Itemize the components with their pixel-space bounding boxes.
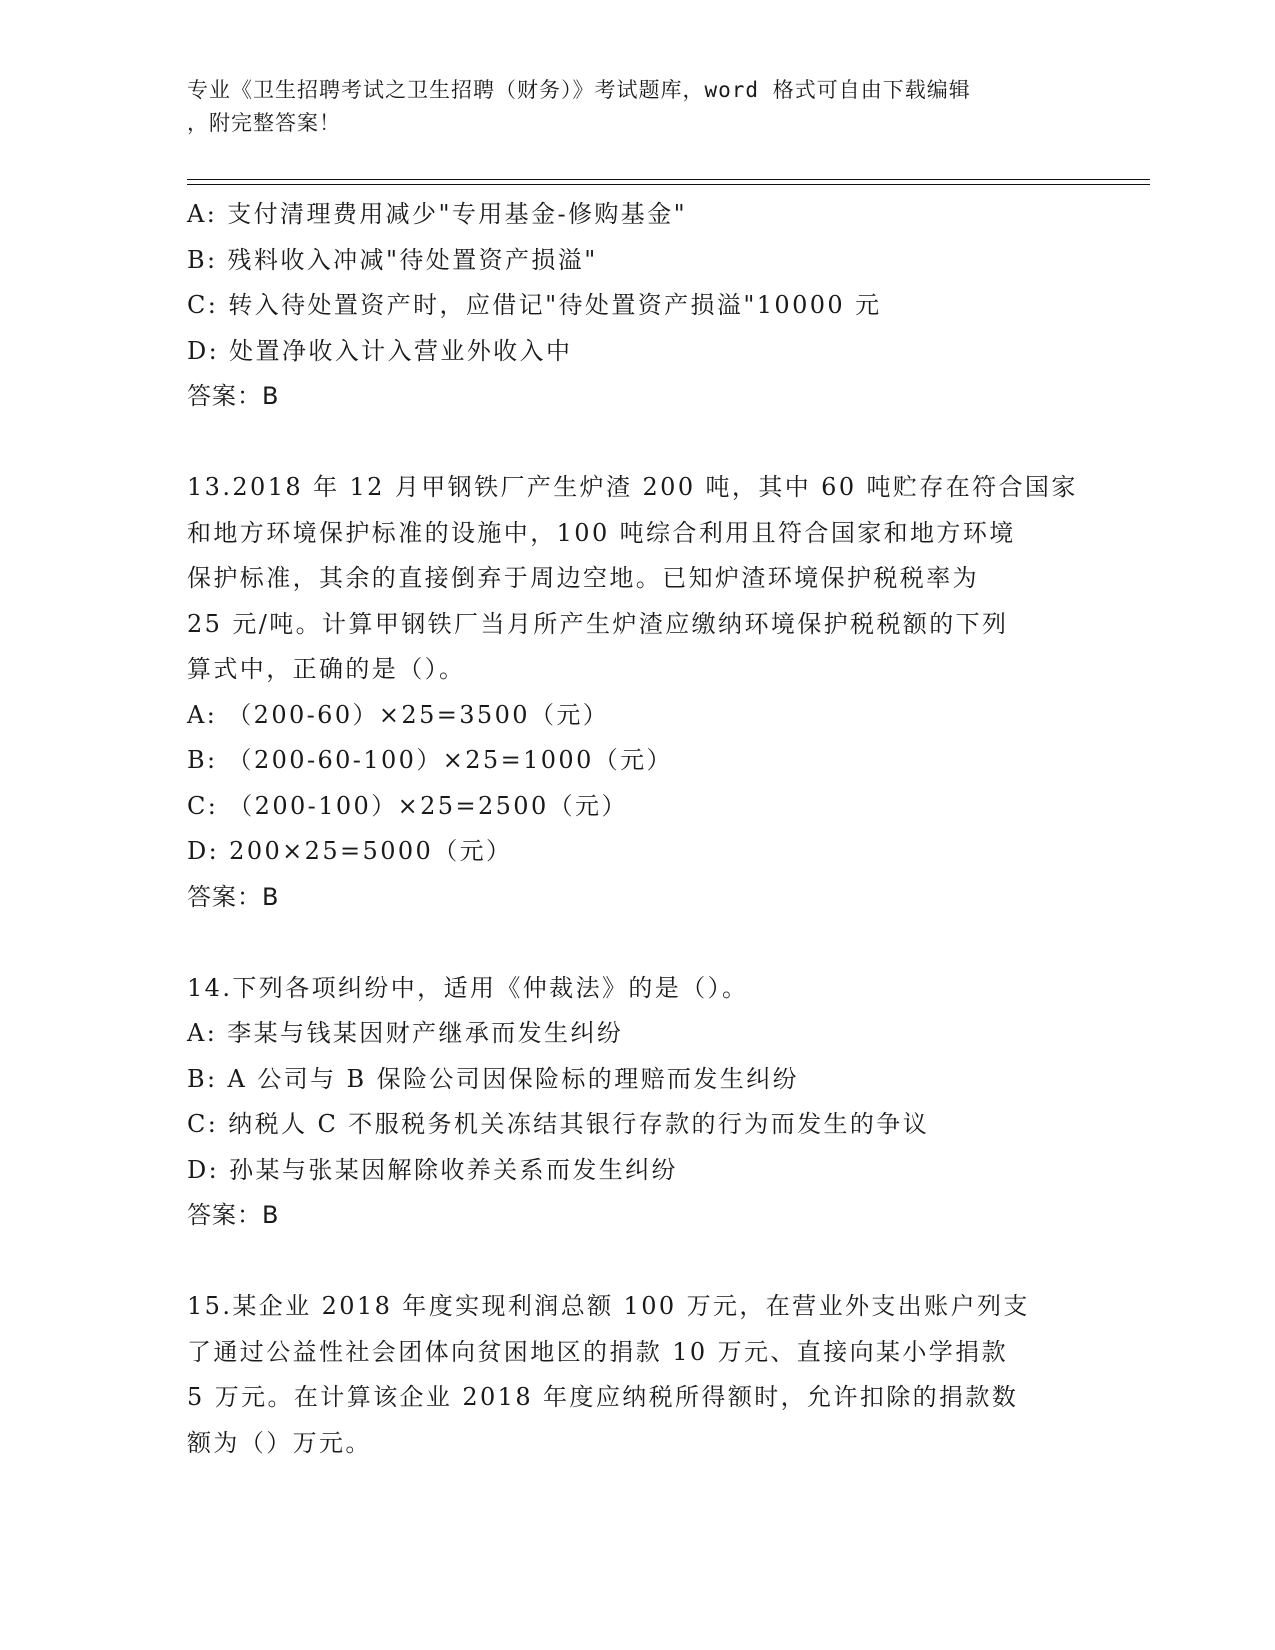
question-15 <box>187 1284 1087 1466</box>
question-content <box>187 192 1087 1466</box>
question-stem-line: 25 元/吨。计算甲钢铁厂当月所产生炉渣应缴纳环境保护税税额的下列 <box>187 609 1009 638</box>
answer-label: 答案：B <box>187 1201 280 1229</box>
document-header <box>187 74 1087 140</box>
option-c: C: 转入待处置资产时，应借记"待处置资产损溢"10000 元 <box>187 291 882 319</box>
answer-label: 答案：B <box>187 382 280 410</box>
question-stem-line: 14.下列各项纠纷中，适用《仲裁法》的是（）。 <box>187 973 749 1002</box>
question-12 <box>187 192 1087 420</box>
question-stem-line: 5 万元。在计算该企业 2018 年度应纳税所得额时，允许扣除的捐款数 <box>187 1383 1019 1411</box>
option-d: D: 200×25=5000（元） <box>187 837 513 865</box>
option-b: B: 残料收入冲减"待处置资产损溢" <box>187 245 598 274</box>
answer-label: 答案：B <box>187 882 280 911</box>
header-line-2: ，附完整答案！ <box>187 111 341 135</box>
question-stem-line: 算式中，正确的是（）。 <box>187 655 466 683</box>
question-stem-line: 15.某企业 2018 年度实现利润总额 100 万元，在营业外支出账户列支 <box>187 1292 1030 1320</box>
spacer <box>187 1239 1087 1285</box>
question-stem-line: 和地方环境保护标准的设施中，100 吨综合利用且符合国家和地方环境 <box>187 518 1016 547</box>
question-14 <box>187 966 1087 1239</box>
option-b: B: （200-60-100）×25=1000（元） <box>187 746 673 774</box>
option-a: A: 李某与钱某因财产继承而发生纠纷 <box>187 1019 624 1047</box>
question-stem-line: 额为（）万元。 <box>187 1428 372 1457</box>
option-b: B: A 公司与 B 保险公司因保险标的理赔而发生纠纷 <box>187 1064 800 1093</box>
question-stem-line: 保护标准，其余的直接倒弃于周边空地。已知炉渣环境保护税税率为 <box>187 564 979 592</box>
option-c: C: 纳税人 C 不服税务机关冻结其银行存款的行为而发生的争议 <box>187 1110 930 1138</box>
option-d: D: 处置净收入计入营业外收入中 <box>187 336 573 365</box>
header-divider <box>187 179 1150 185</box>
header-line-1: 专业《卫生招聘考试之卫生招聘（财务）》考试题库，word 格式可自由下载编辑 <box>187 78 971 102</box>
option-d: D: 孙某与张某因解除收养关系而发生纠纷 <box>187 1155 678 1184</box>
spacer <box>187 920 1087 966</box>
question-stem-line: 13.2018 年 12 月甲钢铁厂产生炉渣 200 吨，其中 60 吨贮存在符合国家 <box>187 473 1078 501</box>
option-c: C: （200-100）×25=2500（元） <box>187 791 628 820</box>
question-stem-line: 了通过公益性社会团体向贫困地区的捐款 10 万元、直接向某小学捐款 <box>187 1337 1008 1366</box>
spacer <box>187 420 1087 466</box>
option-a: A: 支付清理费用减少"专用基金-修购基金" <box>187 200 688 228</box>
option-a: A: （200-60）×25=3500（元） <box>187 700 610 729</box>
question-13 <box>187 465 1087 920</box>
